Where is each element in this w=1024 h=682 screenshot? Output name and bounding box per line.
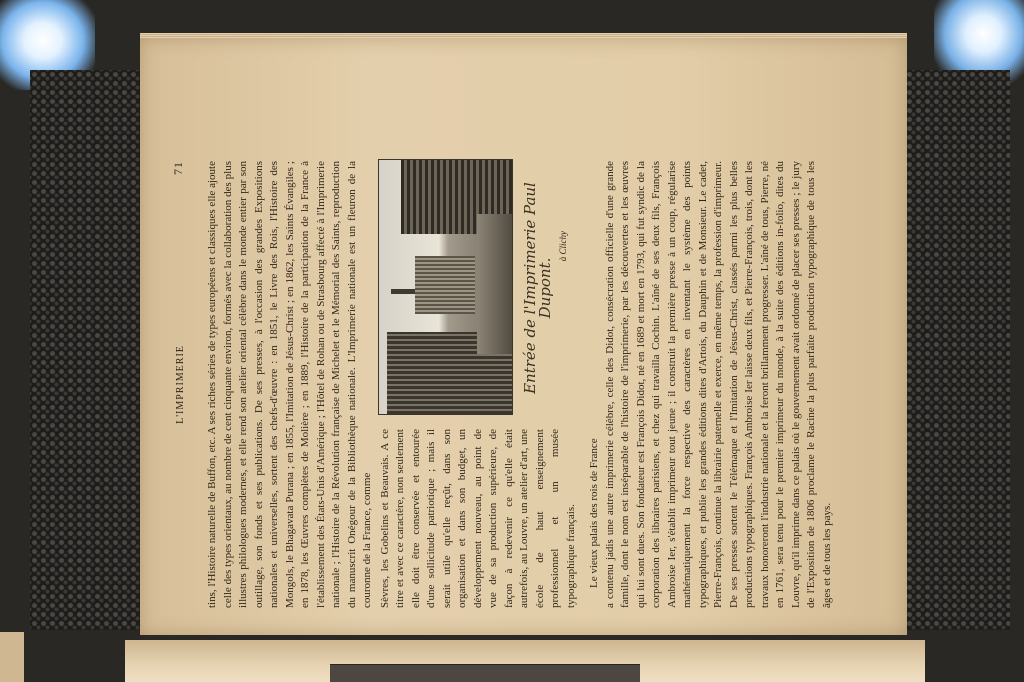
column-text: Sèvres, les Gobelins et Beauvais. A ce titre et avec ce caractère, non seulement elle doit être conservée et entourée d'une sollicitude patriotique ; mais il serait utile qu'elle reçût, dans son organisation et dans son budget, un développement nouveau, au point de vue de sa production supérieure, de façon à redevenir ce qu'elle était autrefois, au Louvre, un atelier d'art, une école de haut enseignement professionnel et un musée typographique français.	[378, 429, 577, 608]
paragraph-3-text: a contenu jadis une autre imprimerie célèbre, celle des Didot, consécration officielle d'une grande famille, dont le nom est inséparable de l'histoire de l'imprimerie, par les découvertes et les œuvres qui lui sont dues. Son fondateur est François Didot, né en 1689 et mort en 1793, qui fut syndic de la corporation des libraires parisiens, et chez qui travailla Cochin. L'aîné de ses deux fils, François Ambroise Ier, s'établit imprimeur tout jeune ; il construit la première presse à un coup, régularise mathématiquement la force respective des caractères en inventant le système des points typographiques, et publie les grandes éditions dites d'Artois, du Dauphin et de Monsieur. Le cadet, Pierre-François, continue la librairie paternelle et exerce, en même temps, la profession d'imprimeur. De ses presses sortent le Télémaque et l'Imitation de Jésus-Christ, classés parmi les plus belles productions typographiques. François Ambroise Ier laisse deux fils, et Pierre-François, trois, dont les travaux honoreront l'industrie nationale et la feront brillamment progresser. L'aîné de tous, Pierre, né en 1761, sera tenu pour le premier imprimeur du monde, à la suite des éditions in-folio, dites du Louvre, qu'il imprime dans ce palais où le gouvernement avait ordonné de placer ses presses ; le jury de l'Exposition de 1806 proclame le Racine la plus parfaite production typographique de tous les âges et de tous les pays.	[603, 161, 833, 608]
illustration-caption: Entrée de l'Imprimerie Paul Dupont.	[520, 182, 554, 394]
paragraph-3	[587, 161, 835, 608]
illustration-subcaption: à Clichy	[557, 231, 568, 262]
textured-mat-right	[905, 70, 1010, 630]
rotated-page-content	[171, 161, 833, 608]
page-number: 71	[171, 161, 185, 175]
running-head: L'IMPRIMERIE	[175, 345, 186, 424]
engraving-street	[477, 214, 512, 354]
textured-mat-left	[30, 70, 140, 630]
engraving-building-center	[415, 256, 475, 314]
page-header	[173, 161, 187, 608]
paragraph-1	[205, 161, 376, 608]
engraving-image	[378, 159, 513, 415]
paragraph-3-lead: Le vieux palais des rois de France	[588, 438, 600, 588]
illustration-column	[378, 161, 572, 415]
adjacent-page-sliver	[0, 632, 24, 682]
illustration-section	[378, 161, 580, 608]
facing-page-illustration	[330, 664, 640, 682]
paragraph-1-text: tins, l'Histoire naturelle de Buffon, etc. A ses riches séries de types européens et classiques elle ajoute celle des types orientaux, au nombre de cent cinquante environ, formés avec la collaboration des plus illustres philologues modernes, et elle rend son atelier oriental célèbre dans le monde entier par son outillage, son fonds et ses publications. De ses presses, à l'occasion des grandes Expositions nationales et universelles, sortent des chefs-d'œuvre : en 1851, le Livre des Rois, l'Histoire des Mongols, le Bhagavata Purana ; en 1855, l'Imitation de Jésus-Christ ; en 1862, les Saints Évangiles ; en 1878, les Œuvres complètes de Molière ; en 1889, l'Histoire de la participation de la France à l'établissement des États-Unis d'Amérique ; l'Hôtel de Rohan ou de Strasbourg affecté à l'Imprimerie nationale ; l'Histoire de la Révolution française de Michelet et le Mémorial des Saints, reproduction du manuscrit Onégour de la Bibliothèque nationale. L'Imprimerie nationale est un fleuron de la couronne de la France, comme	[206, 161, 373, 608]
